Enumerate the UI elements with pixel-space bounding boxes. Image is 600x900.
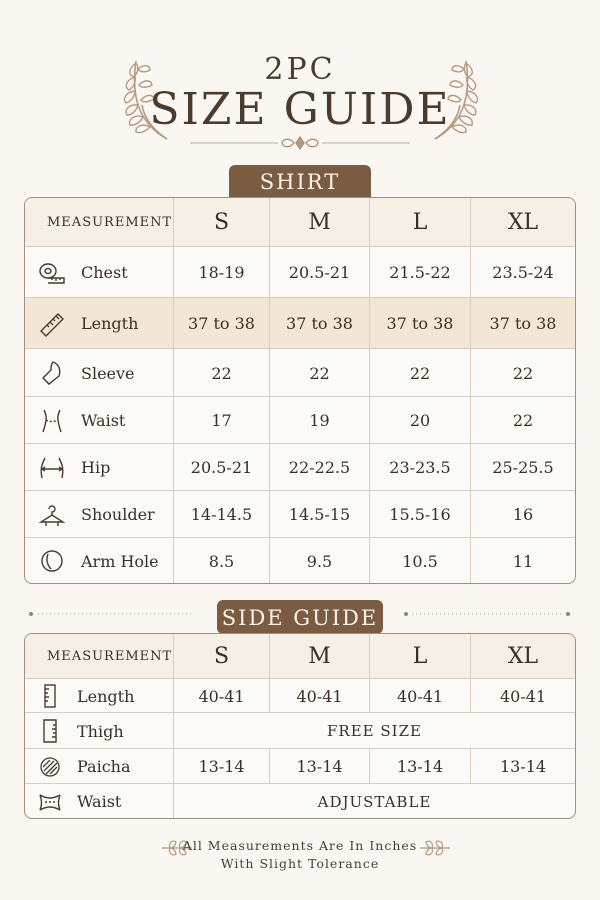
- column-divider: [470, 748, 471, 783]
- table-cell: 20.5-21: [190, 458, 253, 477]
- size-header-s: S: [213, 643, 230, 669]
- measurement-column-header: MEASUREMENT: [47, 214, 173, 230]
- title-divider-ornament: [190, 136, 410, 150]
- page-title: SIZE GUIDE: [149, 84, 451, 135]
- table-cell: 22: [309, 363, 330, 383]
- table-row: [25, 678, 575, 713]
- trouser-length-icon: [35, 684, 65, 708]
- adjustable-waist-icon: [35, 792, 65, 812]
- table-cell: 15.5-16: [389, 505, 451, 524]
- sleeve-icon: [37, 360, 67, 386]
- table-cell: 40-41: [296, 686, 343, 706]
- table-cell: 22-22.5: [288, 458, 351, 477]
- row-label: Waist: [77, 792, 122, 811]
- paicha-icon: [35, 756, 65, 778]
- column-divider: [470, 198, 471, 583]
- measurement-column-header: MEASUREMENT: [47, 648, 173, 664]
- table-cell: 37 to 38: [286, 314, 353, 333]
- table-cell: 37 to 38: [489, 314, 557, 333]
- row-label: Thigh: [77, 721, 124, 741]
- table-header-row: [25, 198, 575, 246]
- footer-note-line1: All Measurements Are In Inches: [182, 838, 418, 853]
- table-cell: 40-41: [396, 686, 444, 706]
- table-cell: 37 to 38: [188, 314, 255, 333]
- arm-hole-icon: [37, 548, 67, 574]
- table-cell: 37 to 38: [386, 314, 454, 333]
- table-row: [25, 748, 575, 784]
- footer-note-line2: With Slight Tolerance: [220, 856, 380, 871]
- size-header-l: L: [412, 209, 428, 235]
- table-cell: 23.5-24: [492, 263, 554, 282]
- row-label: Sleeve: [81, 363, 135, 383]
- table-cell: 14-14.5: [190, 505, 253, 524]
- thigh-icon: [35, 719, 65, 743]
- shirt-size-table: [24, 197, 576, 584]
- column-divider: [470, 634, 471, 712]
- column-divider: [269, 634, 270, 712]
- size-header-m: M: [308, 209, 331, 235]
- table-cell: 13-14: [396, 757, 444, 776]
- hip-icon: [37, 456, 67, 480]
- table-row: [25, 297, 575, 349]
- table-cell: 13-14: [296, 757, 343, 776]
- measuring-tape-icon: [37, 261, 67, 285]
- table-cell: 10.5: [402, 551, 438, 571]
- table-cell: 9.5: [306, 551, 333, 571]
- column-divider: [369, 198, 370, 583]
- table-row: [25, 783, 575, 819]
- table-cell: 19: [309, 411, 330, 430]
- table-row: [25, 490, 575, 538]
- shirt-section-tab: SHIRT: [229, 165, 371, 198]
- row-label: Hip: [81, 458, 111, 477]
- page-header: [0, 0, 600, 160]
- table-row: [25, 246, 575, 298]
- row-label: Paicha: [77, 757, 131, 776]
- table-cell: 22: [211, 363, 232, 383]
- size-header-xl: XL: [507, 643, 539, 669]
- table-header-row: [25, 634, 575, 678]
- table-row: [25, 712, 575, 749]
- adjustable-cell: ADJUSTABLE: [317, 792, 432, 811]
- table-cell: 8.5: [208, 551, 235, 571]
- sprig-right-icon: [418, 838, 452, 858]
- table-row: [25, 443, 575, 491]
- table-cell: 22: [512, 363, 534, 383]
- table-cell: 21.5-22: [389, 263, 451, 282]
- column-divider: [369, 634, 370, 712]
- page-subtitle: 2PC: [264, 52, 336, 87]
- table-cell: 20.5-21: [288, 263, 351, 282]
- column-divider: [269, 748, 270, 783]
- size-header-m: M: [308, 643, 331, 669]
- column-divider: [173, 634, 174, 818]
- table-cell: 23-23.5: [389, 458, 451, 477]
- table-cell: 18-19: [198, 263, 245, 282]
- table-cell: 22: [512, 411, 534, 430]
- row-label: Shoulder: [81, 505, 155, 524]
- table-row: [25, 348, 575, 397]
- table-cell: 20: [409, 411, 431, 430]
- row-label: Chest: [81, 263, 128, 282]
- side-guide-section-tab: SIDE GUIDE: [217, 600, 383, 634]
- ruler-icon: [37, 311, 67, 337]
- table-cell: 13-14: [499, 757, 547, 776]
- column-divider: [269, 198, 270, 583]
- table-cell: 40-41: [499, 686, 547, 706]
- size-header-l: L: [412, 643, 428, 669]
- column-divider: [369, 748, 370, 783]
- table-cell: 22: [409, 363, 431, 383]
- dotted-line-left: [28, 612, 198, 616]
- table-cell: 16: [512, 505, 534, 524]
- row-label: Length: [81, 314, 139, 333]
- laurel-right-icon: [428, 55, 490, 141]
- table-cell: 17: [211, 411, 232, 430]
- row-label: Arm Hole: [81, 551, 159, 571]
- size-header-xl: XL: [507, 209, 539, 235]
- hanger-icon: [37, 503, 67, 527]
- size-header-s: S: [213, 209, 230, 235]
- dotted-line-right: [402, 612, 572, 616]
- row-label: Waist: [81, 411, 126, 430]
- row-label: Length: [77, 686, 135, 706]
- table-row: [25, 396, 575, 444]
- table-cell: 14.5-15: [288, 505, 351, 524]
- table-row: [25, 537, 575, 584]
- table-cell: 25-25.5: [492, 458, 554, 477]
- table-cell: 13-14: [198, 757, 245, 776]
- waist-icon: [37, 408, 67, 434]
- free-size-cell: FREE SIZE: [327, 722, 422, 740]
- column-divider: [173, 198, 174, 583]
- table-cell: 40-41: [198, 686, 245, 706]
- side-size-table: [24, 633, 576, 819]
- table-cell: 11: [512, 551, 534, 571]
